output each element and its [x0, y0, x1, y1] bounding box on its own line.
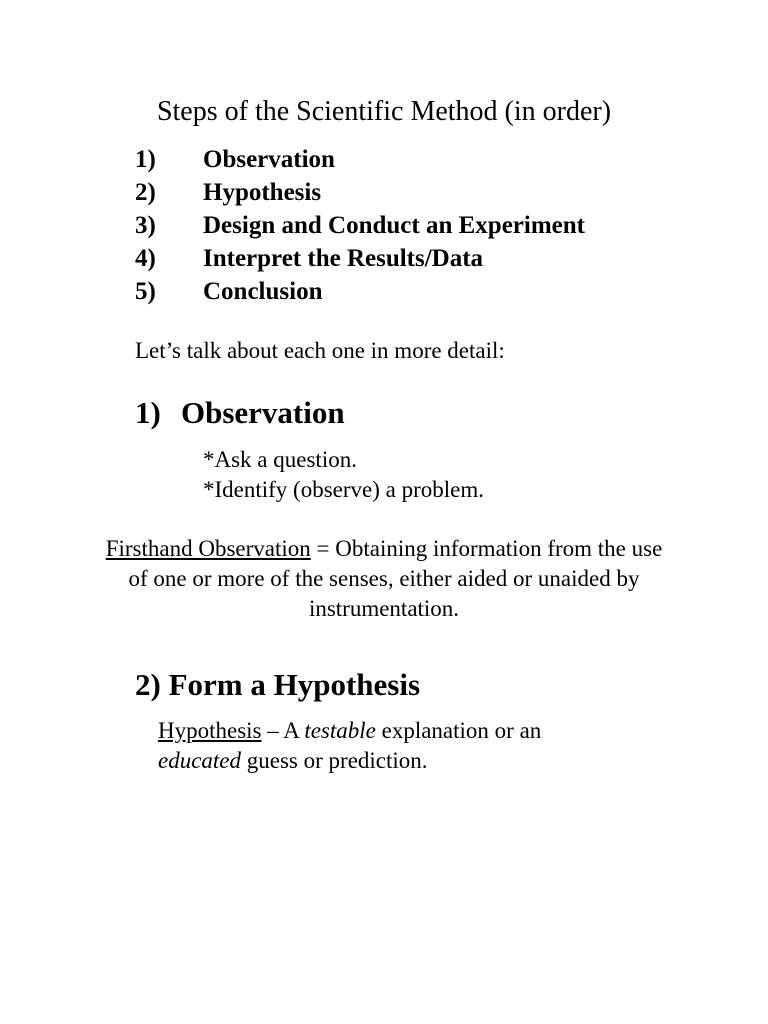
- definition-text: – A: [261, 718, 305, 743]
- step-label: Conclusion: [203, 278, 323, 305]
- intro-text: Let’s talk about each one in more detail:: [135, 338, 505, 363]
- emphasis-testable: testable: [304, 718, 376, 743]
- bullet-item: *Ask a question.: [203, 447, 357, 472]
- firsthand-definition-paragraph: [100, 534, 668, 624]
- step-number: 1): [135, 146, 156, 173]
- firsthand-term: Firsthand Observation: [105, 536, 311, 561]
- step-label: Design and Conduct an Experiment: [203, 212, 585, 239]
- page-title: Steps of the Scientific Method (in order): [156, 96, 612, 127]
- bullet-item: *Identify (observe) a problem.: [203, 477, 485, 502]
- definition-text: guess or prediction.: [241, 748, 428, 773]
- hypothesis-term: Hypothesis: [158, 718, 262, 743]
- step-label: Observation: [203, 146, 335, 173]
- list-item: [135, 176, 655, 209]
- step-number: 5): [135, 278, 156, 305]
- step-number: 2): [135, 179, 156, 206]
- definition-line: [158, 716, 541, 746]
- definition-line: [158, 746, 541, 776]
- list-item: [135, 242, 655, 275]
- step-label: Interpret the Results/Data: [203, 245, 484, 272]
- observation-heading: [135, 393, 345, 433]
- section-title: Observation: [181, 395, 345, 430]
- list-item: [135, 143, 655, 176]
- firsthand-definition: = Obtaining information from the use of one or more of the senses, either aided or unaided by instrumentation.: [128, 536, 663, 621]
- observation-bullets: [203, 445, 484, 505]
- hypothesis-definition-paragraph: [158, 716, 541, 776]
- step-label: Hypothesis: [203, 179, 322, 206]
- section-number: 1): [135, 395, 161, 430]
- list-item: [135, 209, 655, 242]
- emphasis-educated: educated: [158, 748, 242, 773]
- list-item: [135, 275, 655, 308]
- step-number: 3): [135, 212, 156, 239]
- definition-text: explanation or an: [375, 718, 542, 743]
- step-number: 4): [135, 245, 156, 272]
- steps-list: [135, 143, 655, 308]
- hypothesis-heading: 2) Form a Hypothesis: [135, 667, 421, 702]
